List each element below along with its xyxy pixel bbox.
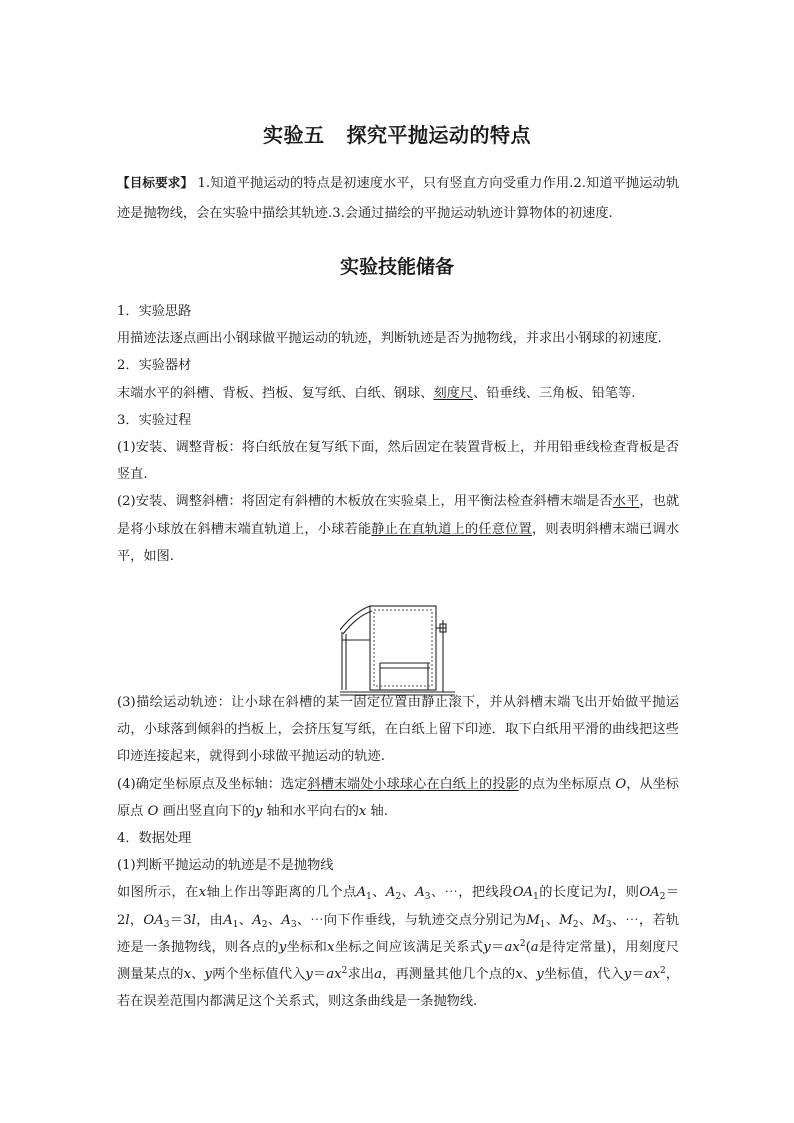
- s1-heading: 1．实验思路: [117, 304, 192, 319]
- section-title: 实验技能储备: [339, 256, 454, 278]
- s2-text: 末端水平的斜槽、背板、挡板、复写纸、白纸、钢球、刻度尺、铅垂线、三角板、铅笔等.: [117, 385, 636, 401]
- s1-text: 用描迹法逐点画出小钢球做平抛运动的轨迹，判断轨迹是否为抛物线，并求出小钢球的初速度.: [117, 331, 662, 347]
- projection-underlined: 斜槽末端处小球球心在白纸上的投影: [307, 776, 519, 792]
- content-part-2: [117, 689, 679, 1015]
- title-part1: 实验五: [263, 123, 325, 147]
- content-part-1: [117, 298, 679, 570]
- s4-heading: 4．数据处理: [117, 831, 192, 847]
- page-title: [0, 119, 794, 148]
- horizontal-underlined: 水平: [612, 494, 640, 510]
- s3-step1: (1)安装、调整背板：将白纸放在复写纸下面，然后固定在装置背板上，并用铅垂线检查背板是否竖直.: [117, 440, 679, 483]
- rest-anywhere-underlined: 静止在直轨道上的任意位置: [371, 521, 532, 537]
- goals-tag: 【目标要求】: [117, 175, 194, 190]
- s3-heading: 3．实验过程: [117, 412, 192, 428]
- ruler-underlined: 刻度尺: [433, 385, 474, 401]
- s3-step4: (4)确定坐标原点及坐标轴：选定斜槽末端处小球球心在白纸上的投影的点为坐标原点 O，从坐标原点 O 画出竖直向下的y 轴和水平向右的x 轴.: [117, 776, 679, 819]
- apparatus-figure: [340, 600, 455, 698]
- goals-text: 1.知道平抛运动的特点是初速度水平，只有竖直方向受重力作用.2.知道平抛运动轨迹是抛物线，会在实验中描绘其轨迹.3.会通过描绘的平抛运动轨迹计算物体的初速度.: [117, 176, 680, 221]
- learning-goals: [117, 168, 679, 229]
- s4-sub1: (1)判断平抛运动的轨迹是不是抛物线: [117, 858, 334, 874]
- s3-step3: (3)描绘运动轨迹：让小球在斜槽的某一固定位置由静止滚下，并从斜槽末端飞出开始做平抛运动，小球落到倾斜的挡板上，会挤压复写纸，在白纸上留下印迹．取下白纸用平滑的曲线把这些印迹连接起来，就得到小球做平抛运动的轨迹.: [117, 695, 679, 765]
- s4-paragraph: 如图所示，在x轴上作出等距离的几个点$A_1$、$A_2$、$A_3$、⋯，把线段$OA_1$的长度记为l，则$OA_2=2l$，$OA_3=3l$，由$A_1$、$A_2$、$A_3$、⋯向下作垂线，与轨迹交点分别记为$M_1$、$M_2$、$M_3$、⋯，若轨迹是一条抛物线，则各点的y坐标和x坐标之间应该满足关系式$y=ax^2(a$是待定常量)，用刻度尺测量某点的x、y两个坐标值代入$y=ax^2$求出a，再测量其他几个点的x、y坐标值，代入$y=ax^2$，若在误差范围内都满足这个关系式，则这条曲线是一条抛物线.: [117, 885, 680, 1010]
- s2-heading: 2．实验器材: [117, 358, 192, 374]
- title-part2: 探究平抛运动的特点: [346, 123, 531, 147]
- s3-step2: (2)安装、调整斜槽：将固定有斜槽的木板放在实验桌上，用平衡法检查斜槽末端是否水平，也就是将小球放在斜槽末端直轨道上，小球若能静止在直轨道上的任意位置，则表明斜槽末端已调水平，如图.: [117, 494, 680, 564]
